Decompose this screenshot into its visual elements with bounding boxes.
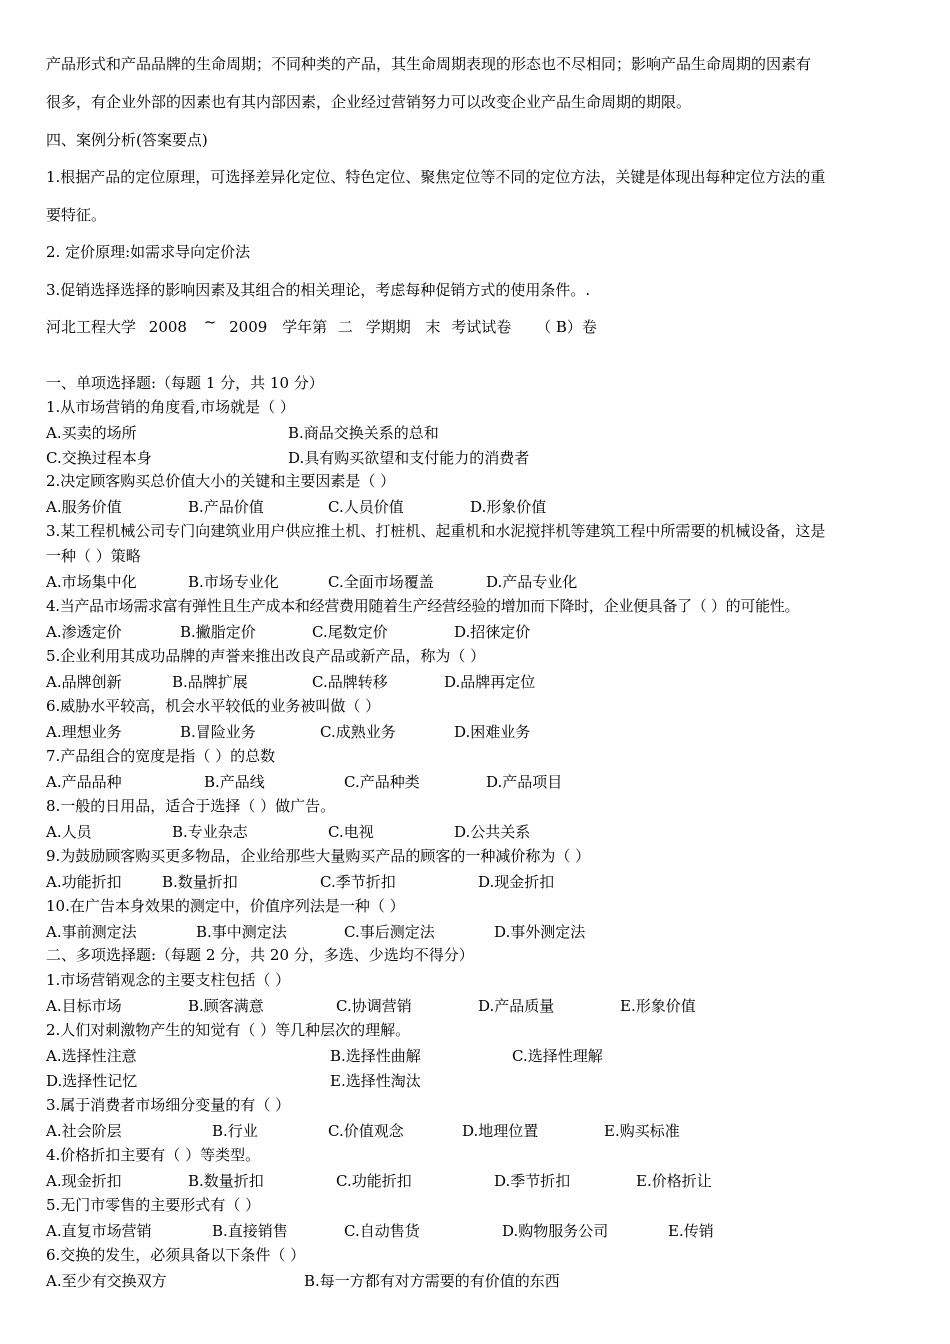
option-a: A.渗透定价: [46, 623, 122, 641]
option-b: B.冒险业务: [180, 723, 256, 741]
exam-term-label: 学年第: [282, 318, 328, 336]
question-text: 1.市场营销观念的主要支柱包括（ ）: [46, 971, 291, 989]
question-text: 3.属于消费者市场细分变量的有（ ）: [46, 1096, 291, 1114]
option-b: B.选择性曲解: [330, 1047, 421, 1065]
question-text: 8.一般的日用品，适合于选择（ ）做广告。: [46, 797, 336, 815]
option-b: B.顾客满意: [188, 997, 264, 1015]
option-b: B.产品线: [204, 773, 265, 791]
question-text: 5.无门市零售的主要形式有（ ）: [46, 1196, 261, 1214]
option-d: D.选择性记忆: [46, 1072, 138, 1090]
option-c: C.成熟业务: [320, 723, 396, 741]
paragraph-line: 要特征。: [46, 206, 107, 224]
option-a: A.事前测定法: [46, 923, 137, 941]
part-title: 一、单项选择题:（每题 1 分，共 10 分）: [46, 374, 324, 392]
option-a: A.人员: [46, 823, 92, 841]
question-text: 7.产品组合的宽度是指（ ）的总数: [46, 747, 276, 765]
question-text: 1.从市场营销的角度看,市场就是（ ）: [46, 398, 295, 416]
option-d: D.季节折扣: [494, 1172, 571, 1190]
option-c: C.品牌转移: [312, 673, 388, 691]
exam-term-suffix: 学期期: [365, 318, 411, 336]
option-e: E.选择性淘汰: [330, 1072, 421, 1090]
option-a: A.目标市场: [46, 997, 122, 1015]
option-d: D.事外测定法: [494, 923, 586, 941]
question-text: 3.某工程机械公司专门向建筑业用户供应推土机、打桩机、起重机和水泥搅拌机等建筑工程中所需要的机械设备，这是: [46, 522, 826, 540]
option-c: C.功能折扣: [336, 1172, 412, 1190]
option-a: A.选择性注意: [46, 1047, 137, 1065]
option-e: E.购买标准: [604, 1122, 680, 1140]
exam-school: 河北工程大学: [46, 318, 137, 336]
option-b: B.品牌扩展: [172, 673, 248, 691]
option-d: D.困难业务: [454, 723, 531, 741]
option-d: D.产品专业化: [486, 573, 578, 591]
option-d: D.地理位置: [462, 1122, 539, 1140]
option-d: D.购物服务公司: [502, 1222, 609, 1240]
option-c: C.自动售货: [344, 1222, 420, 1240]
option-c: C.季节折扣: [320, 873, 396, 891]
paragraph-line: 很多，有企业外部的因素也有其内部因素，企业经过营销努力可以改变企业产品生命周期的期限。: [46, 93, 692, 111]
option-c: C.电视: [328, 823, 374, 841]
question-text: 6.交换的发生，必须具备以下条件（ ）: [46, 1246, 306, 1264]
option-b: B.每一方都有对方需要的有价值的东西: [304, 1272, 560, 1290]
option-a: A.市场集中化: [46, 573, 137, 591]
question-text: 4.当产品市场需求富有弹性且生产成本和经营费用随着生产经营经验的增加而下降时，企业便具备了（ ）的可能性。: [46, 597, 800, 615]
option-a: A.品牌创新: [46, 673, 122, 691]
option-d: D.形象价值: [470, 498, 547, 516]
option-b: B.事中测定法: [196, 923, 287, 941]
exam-year-separator: ~: [203, 313, 217, 331]
option-a: A.理想业务: [46, 723, 122, 741]
option-a: A.产品品种: [46, 773, 122, 791]
question-text: 2.人们对刺激物产生的知觉有（ ）等几种层次的理解。: [46, 1021, 411, 1039]
question-text: 9.为鼓励顾客购买更多物品，企业给那些大量购买产品的顾客的一种减价称为（ ）: [46, 847, 591, 865]
paragraph-line: 3.促销选择选择的影响因素及其组合的相关理论，考虑每种促销方式的使用条件。.: [46, 281, 591, 299]
option-b: B.数量折扣: [188, 1172, 264, 1190]
exam-period: 末: [425, 318, 441, 336]
question-text: 6.威胁水平较高，机会水平较低的业务被叫做（ ）: [46, 697, 381, 715]
option-b: B.数量折扣: [162, 873, 238, 891]
option-e: E.形象价值: [620, 997, 696, 1015]
option-c: C.全面市场覆盖: [328, 573, 434, 591]
part-title: 二、多项选择题:（每题 2 分，共 20 分，多选、少选均不得分）: [46, 946, 474, 964]
option-d: D.招徕定价: [454, 623, 531, 641]
option-c: C.事后测定法: [344, 923, 435, 941]
option-c: C.交换过程本身: [46, 449, 152, 467]
option-e: E.传销: [668, 1222, 714, 1240]
paragraph-line: 产品形式和产品品牌的生命周期；不同种类的产品，其生命周期表现的形态也不尽相同；影响产品生命周期的因素有: [46, 55, 812, 73]
question-text: 2.决定顾客购买总价值大小的关键和主要因素是（ ）: [46, 472, 396, 490]
option-d: D.品牌再定位: [444, 673, 536, 691]
option-a: A.至少有交换双方: [46, 1272, 167, 1290]
option-c: C.人员价值: [328, 498, 404, 516]
option-c: C.选择性理解: [512, 1047, 603, 1065]
exam-version: （ B）卷: [536, 318, 597, 336]
option-b: B.市场专业化: [188, 573, 279, 591]
option-e: E.价格折让: [636, 1172, 712, 1190]
option-a: A.现金折扣: [46, 1172, 122, 1190]
exam-term-number: 二: [337, 318, 353, 336]
option-b: B.撇脂定价: [180, 623, 256, 641]
option-c: C.尾数定价: [312, 623, 388, 641]
option-c: C.价值观念: [328, 1122, 404, 1140]
option-a: A.买卖的场所: [46, 424, 137, 442]
option-a: A.社会阶层: [46, 1122, 122, 1140]
question-text: 10.在广告本身效果的测定中，价值序列法是一种（ ）: [46, 897, 405, 915]
option-b: B.行业: [212, 1122, 258, 1140]
option-c: C.协调营销: [336, 997, 412, 1015]
option-d: D.现金折扣: [478, 873, 555, 891]
exam-type: 考试试卷: [451, 318, 512, 336]
option-d: D.产品质量: [478, 997, 555, 1015]
option-d: D.公共关系: [454, 823, 531, 841]
question-text: 5.企业利用其成功品牌的声誉来推出改良产品或新产品，称为（ ）: [46, 647, 486, 665]
option-a: A.直复市场营销: [46, 1222, 152, 1240]
option-b: B.专业杂志: [172, 823, 248, 841]
exam-year-end: 2009: [229, 318, 268, 336]
option-b: B.直接销售: [212, 1222, 288, 1240]
exam-header: [46, 313, 597, 337]
paragraph-line: 2. 定价原理:如需求导向定价法: [46, 243, 251, 261]
exam-year-start: 2008: [148, 318, 187, 336]
question-text: 4.价格折扣主要有（ ）等类型。: [46, 1146, 261, 1164]
option-a: A.功能折扣: [46, 873, 122, 891]
paragraph-line: 1.根据产品的定位原理，可选择差异化定位、特色定位、聚焦定位等不同的定位方法，关键是体现出每种定位方法的重: [46, 168, 826, 186]
option-d: D.具有购买欲望和支付能力的消费者: [288, 449, 530, 467]
option-a: A.服务价值: [46, 498, 122, 516]
section-heading: 四、案例分析(答案要点): [46, 131, 208, 149]
option-b: B.产品价值: [188, 498, 264, 516]
option-c: C.产品种类: [344, 773, 420, 791]
question-text: 一种（ ）策略: [46, 547, 141, 565]
option-d: D.产品项目: [486, 773, 563, 791]
option-b: B.商品交换关系的总和: [288, 424, 439, 442]
